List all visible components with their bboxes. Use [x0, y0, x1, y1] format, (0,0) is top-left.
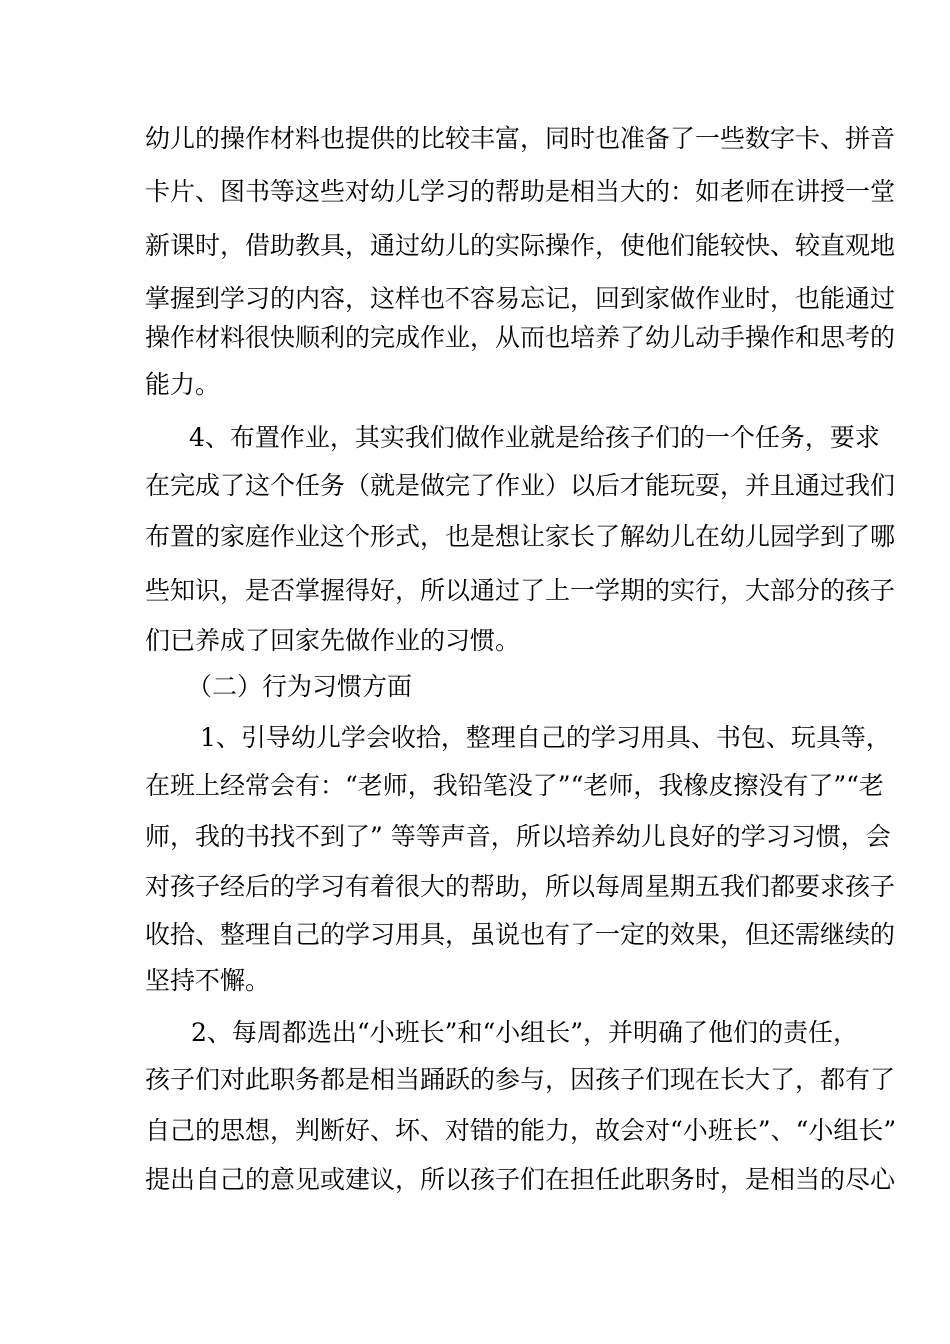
- paragraph-line: 师，我的书找不到了” 等等声音，所以培养幼儿良好的学习习惯，会: [145, 822, 891, 851]
- section-heading: （二）行为习惯方面: [187, 672, 413, 701]
- paragraph-line: 新课时，借助教具，通过幼儿的实际操作，使他们能较快、较直观地: [145, 231, 896, 260]
- paragraph-line: 能力。: [145, 370, 221, 399]
- paragraph-line: 在完成了这个任务（就是做完了作业）以后才能玩耍，并且通过我们: [145, 471, 896, 500]
- paragraph-line: 对孩子经后的学习有着很大的帮助，所以每周星期五我们都要求孩子: [145, 872, 896, 901]
- paragraph-line: 卡片、图书等这些对幼儿学习的帮助是相当大的：如老师在讲授一堂: [145, 177, 896, 206]
- paragraph-line: 自己的思想，判断好、坏、对错的能力，故会对“小班长”、“小组长”: [145, 1116, 897, 1145]
- paragraph-line: 孩子们对此职务都是相当踊跃的参与，因孩子们现在长大了，都有了: [145, 1065, 896, 1094]
- paragraph-line: 收拾、整理自己的学习用具，虽说也有了一定的效果，但还需继续的: [145, 920, 896, 949]
- paragraph-line: 坚持不懈。: [145, 966, 271, 995]
- paragraph-line: 操作材料很快顺利的完成作业，从而也培养了幼儿动手操作和思考的: [145, 323, 896, 352]
- paragraph-line: 布置的家庭作业这个形式，也是想让家长了解幼儿在幼儿园学到了哪: [145, 522, 896, 551]
- paragraph-line: 些知识，是否掌握得好，所以通过了上一学期的实行，大部分的孩子: [145, 576, 896, 605]
- paragraph-line: 在班上经常会有：“老师，我铅笔没了”“老师，我橡皮擦没有了”“老: [145, 771, 884, 800]
- paragraph-line: 掌握到学习的内容，这样也不容易忘记，回到家做作业时，也能通过: [145, 284, 896, 313]
- paragraph-line: 幼儿的操作材料也提供的比较丰富，同时也准备了一些数字卡、拼音: [145, 124, 896, 153]
- paragraph-line: 提出自己的意见或建议，所以孩子们在担任此职务时，是相当的尽心: [145, 1165, 896, 1194]
- paragraph-line: 4、布置作业，其实我们做作业就是给孩子们的一个任务，要求: [189, 423, 880, 452]
- paragraph-line: 1、引导幼儿学会收拾，整理自己的学习用具、书包、玩具等，: [200, 723, 891, 752]
- paragraph-line: 们已养成了回家先做作业的习惯。: [145, 626, 521, 655]
- paragraph-line: 2、每周都选出“小班长”和“小组长”，并明确了他们的责任，: [191, 1018, 859, 1047]
